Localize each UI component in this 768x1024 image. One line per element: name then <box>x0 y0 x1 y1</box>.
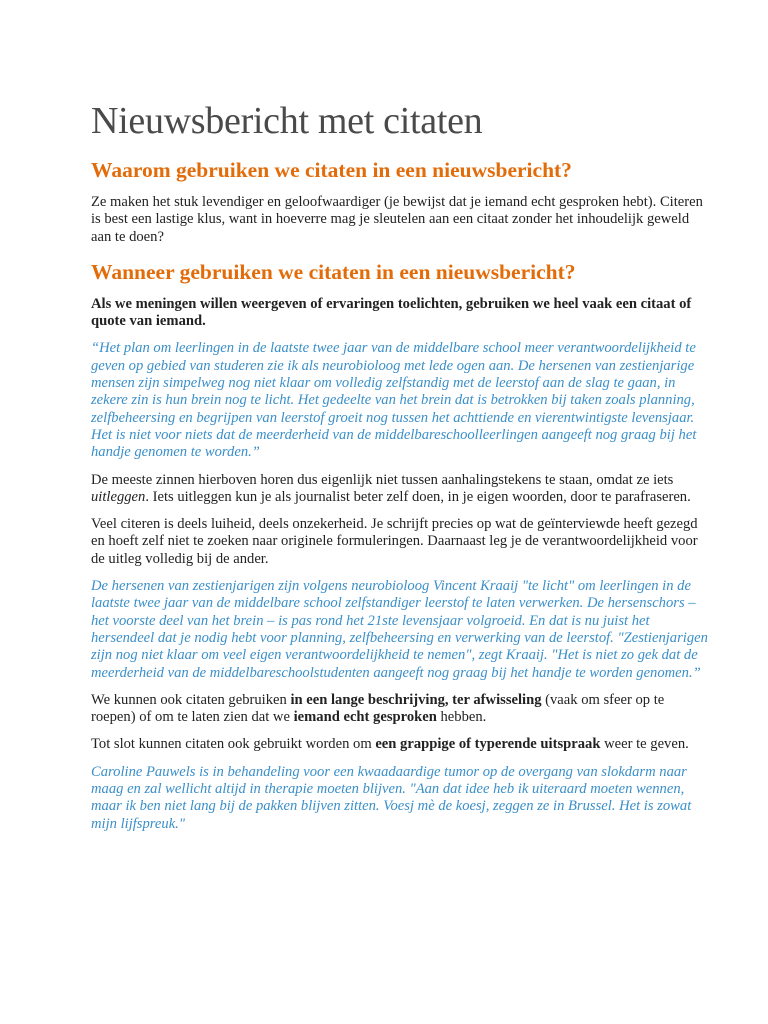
quote-block-1: “Het plan om leerlingen in de laatste twee jaar van de middelbare school meer verantwoordelijkheid te geven op gebied van studeren zie ik als neurobioloog met lede ogen aan. De hersenen van zestienjarige mensen zijn simpelweg nog niet klaar om volledig zelfstandig met de leerstof aan de slag te gaan, in zekere zin is hun brein nog te licht. Het gedeelte van het brein dat is betrokken bij taken zoals planning, zelfbeheersing en begrijpen van leerstof groeit nog tussen het achttiende en vierentwintigste levensjaar. Het is niet voor niets dat de meerderheid van de middelbareschoolleerlingen aangeeft nog graag bij het handje genomen te worden.” <box>91 340 697 461</box>
bold-fragment: een grappige of typerende uitspraak <box>375 736 601 753</box>
page-title: Nieuwsbericht met citaten <box>91 100 483 142</box>
quote-block-3: Caroline Pauwels is in behandeling voor een kwaadaardige tumor op de overgang van slokdarm naar maag en zal wellicht altijd in therapie moeten blijven. "Aan dat idee heb ik uiteraard moeten wennen, maar ik ben niet lang bij de pakken blijven zitten. Voesj mè de koesj, zeggen ze in Brussel. Het is zowat mijn lijfspreuk." <box>91 763 692 832</box>
paragraph-waarom: Ze maken het stuk levendiger en geloofwaardiger (je bewijst dat je iemand echt gesproken hebt). Citeren is best een lastige klus, want in hoeverre mag je sleutelen aan een citaat zonder het inhoudelijk geweld aan te doen? <box>91 194 703 245</box>
paragraph-beschrijving <box>91 692 708 727</box>
quote-block-2: De hersenen van zestienjarigen zijn volgens neurobioloog Vincent Kraaij "te licht" om leerlingen in de laatste twee jaar van de middelbare school zelfstandiger leerstof te laten verwerken. De hersenschors – het voorste deel van het brein – is pas rond het 21ste levensjaar volgroeid. En dat is nu juist het hersendeel dat je nodig hebt voor planning, zelfbeheersing en verwerking van de leerstof. "Zestienjarigen zijn nog niet klaar om veel eigen verantwoordelijkheid te nemen", zegt Kraaij. "Het is niet zo gek dat de meerderheid van de middelbareschoolstudenten aangeeft nog graag bij het handje te worden genomen.” <box>91 578 708 681</box>
text-fragment: hebben. <box>436 709 487 726</box>
section-heading-wanneer: Wanneer gebruiken we citaten in een nieuwsbericht? <box>91 259 576 284</box>
text-fragment: Tot slot kunnen citaten ook gebruikt worden om <box>91 736 376 753</box>
text-fragment: (vaak om sfeer op te roepen) of om te laten zien dat we <box>91 691 665 726</box>
text-fragment: . Iets uitleggen kun je als journalist beter zelf doen, in je eigen woorden, door te parafraseren. <box>145 488 691 505</box>
paragraph-intro-bold: Als we meningen willen weergeven of ervaringen toelichten, gebruiken we heel vaak een citaat of quote van iemand. <box>91 295 692 330</box>
paragraph-uitspraak <box>91 736 708 753</box>
text-fragment: weer te geven. <box>600 736 689 753</box>
paragraph-parafraseren <box>91 472 708 507</box>
bold-fragment: iemand echt gesproken <box>293 709 437 726</box>
text-fragment: We kunnen ook citaten gebruiken <box>91 691 291 708</box>
text-fragment: De meeste zinnen hierboven horen dus eigenlijk niet tussen aanhalingstekens te staan, omdat ze iets <box>91 471 674 488</box>
paragraph-luiheid: Veel citeren is deels luiheid, deels onzekerheid. Je schrijft precies op wat de geïnterviewde heeft gezegd en hoeft zelf niet te zoeken naar originele formuleringen. Daarnaast leg je de verantwoordelijkheid voor de uitleg volledig bij de ander. <box>91 516 698 567</box>
italic-fragment: uitleggen <box>91 488 146 505</box>
section-heading-waarom: Waarom gebruiken we citaten in een nieuwsbericht? <box>91 158 572 182</box>
bold-fragment: in een lange beschrijving, ter afwisseling <box>290 691 542 708</box>
